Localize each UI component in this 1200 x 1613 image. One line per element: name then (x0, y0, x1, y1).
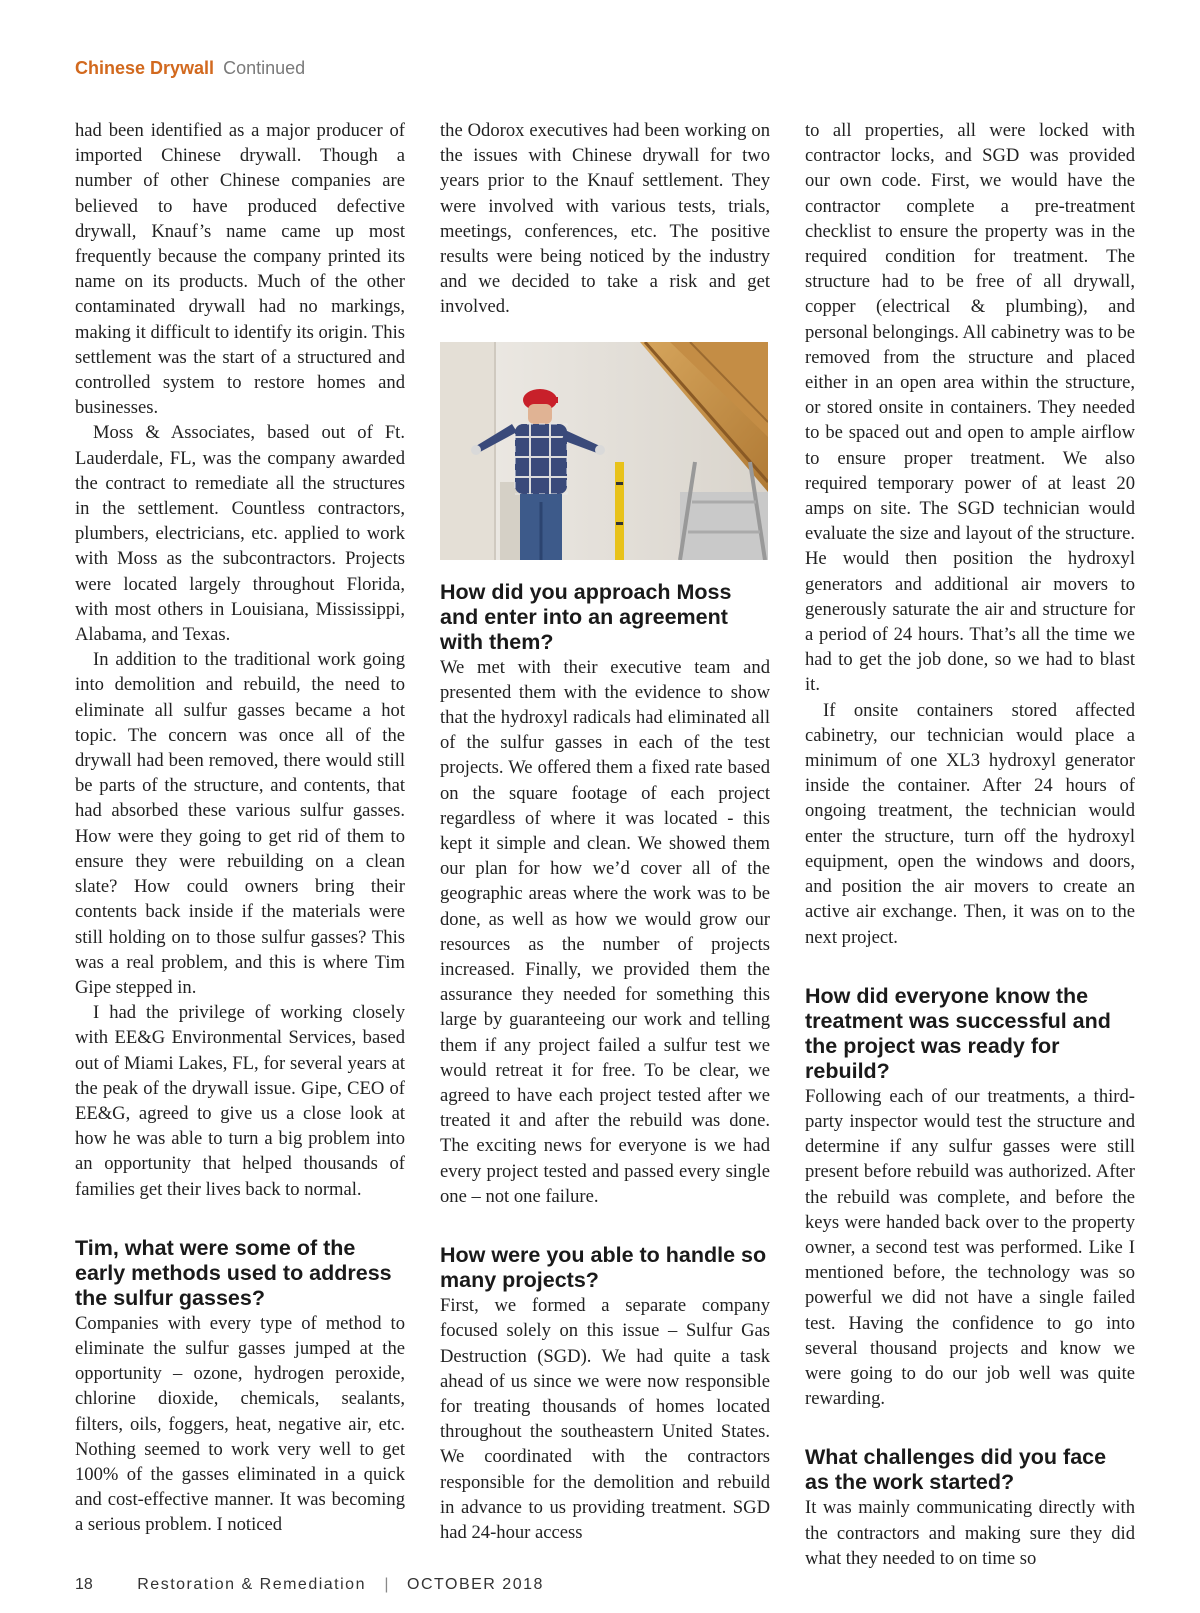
question-heading: How did everyone know the treatment was successful and the project was ready for rebuild? (805, 983, 1111, 1083)
paragraph: Following each of our treatments, a third-party inspector would test the structure and determine if any sulfur gasses were still present before rebuild was authorized. After the rebuild was complete, and before the keys were handed back over to the property owner, a second test was performed. Like I mentioned before, the technology was so powerful we did not have a single failed test. Having the confidence to go into several thousand projects and know we were going to do our job well was quite rewarding. (805, 1085, 1135, 1410)
paragraph: I had the privilege of working closely with EE&G Environmental Services, based out of Miami Lakes, FL, for several years at the peak of the drywall issue. Gipe, CEO of EE&G, agreed to give us a close look at how he was able to turn a big problem into an opportunity that helped thousands of families get their lives back to normal. (75, 1002, 405, 1200)
question-heading: What challenges did you face as the work started? (805, 1445, 1107, 1495)
issue-date: OCTOBER 2018 (407, 1576, 544, 1593)
paragraph: had been identified as a major producer of imported Chinese drywall. Though a number of other Chinese companies are believed to have produced defective drywall, Knauf’s name came up most frequently because the company printed its name on its products. Much of the other contaminated drywall had no markings, making it difficult to identify its origin. This settlement was the start of a structured and controlled system to restore homes and businesses. (75, 120, 405, 419)
paragraph: Moss & Associates, based out of Ft. Lauderdale, FL, was the company awarded the contract to remediate all the structures in the settlement. Countless contractors, plumbers, electricians, etc. applied to work with Moss as the subcontractors. Projects were located largely throughout Florida, with most others in Louisiana, Mississippi, Alabama, and Texas. (75, 422, 405, 646)
continued-label: Continued (223, 58, 306, 78)
paragraph: the Odorox executives had been working on the issues with Chinese drywall for two years prior to the Knauf settlement. They were involved with various tests, trials, meetings, conferences, etc. The positive results were being noticed by the industry and we decided to take a risk and get involved. (440, 120, 770, 318)
running-header (75, 58, 305, 79)
paragraph: First, we formed a separate company focused solely on this issue – Sulfur Gas Destruction (SGD). We had quite a task ahead of us since we were now responsible for treating thousands of homes located throughout the southeastern United States. We coordinated with the contractors responsible for the demolition and rebuild in advance to us providing treatment. SGD had 24-hour access (440, 1295, 770, 1543)
footer-separator: | (384, 1576, 389, 1593)
article-column-1 (75, 118, 405, 1538)
paragraph: to all properties, all were locked with contractor locks, and SGD was provided our own code. First, we would have the contractor complete a pre-treatment checklist to ensure the property was in the required condition for treatment. The structure had to be free of all drywall, copper (electrical & plumbing), and personal belongings. All cabinetry was to be removed from the structure and placed either in an open area within the structure, or stored onsite in containers. They needed to be spaced out and open to ample airflow to ensure proper treatment. We also required temporary power of at least 20 amps on site. The SGD technician would evaluate the size and layout of the structure. He would then position the hydroxyl generators and additional air movers to generously saturate the air and structure for a period of 24 hours. That’s all the time we had to get the job done, so we had to blast it. (805, 120, 1135, 696)
paragraph: It was mainly communicating directly with the contractors and making sure they did what they needed to on time so (805, 1497, 1135, 1569)
question-heading: How did you approach Moss and enter into an agreement with them? (440, 579, 732, 654)
paragraph: We met with their executive team and presented them with the evidence to show that the hydroxyl radicals had eliminated all of the sulfur gasses in each of the test projects. We offered them a fixed rate based on the square footage of each project regardless of where it was located - this kept it simple and clean. We showed them our plan for how we’d cover all of the geographic areas where the work was to be done, as well as how we would grow our resources as the number of projects increased. Finally, we provided them the assurance they needed for something this large by guaranteeing our work and telling them if any project failed a sulfur test we would retreat it for free. To be clear, we agreed to have each project tested after we treated it and after the rebuild was done. The exciting news for everyone is we had every project tested and passed every single one – not one failure. (440, 656, 770, 1207)
page-number: 18 (75, 1576, 93, 1593)
paragraph: If onsite containers stored affected cabinetry, our technician would place a minimum of one XL3 hydroxyl generator inside the container. After 24 hours of ongoing treatment, the technician would enter the structure, turn off the hydroxyl equipment, open the windows and doors, and position the air movers to create an active air exchange. Then, it was on to the next project. (805, 699, 1135, 948)
photo-illustration (440, 342, 768, 560)
section-title: Chinese Drywall (75, 58, 215, 78)
magazine-name: Restoration & Remediation (137, 1576, 366, 1593)
worker-installing-drywall-photo (440, 342, 768, 560)
question-heading: How were you able to handle so many projects? (440, 1243, 767, 1293)
paragraph: Companies with every type of method to eliminate the sulfur gasses jumped at the opportunity – ozone, hydrogen peroxide, chlorine dioxide, chemicals, sealants, filters, oils, foggers, heat, negative air, etc. Nothing seemed to work very well to get 100% of the gasses eliminated in a quick and cost-effective manner. It was becoming a serious problem. I noticed (75, 1312, 405, 1536)
page-footer (75, 1576, 544, 1594)
article-column-2 (440, 118, 770, 1545)
question-heading: Tim, what were some of the early methods used to address the sulfur gasses? (75, 1235, 392, 1310)
paragraph: In addition to the traditional work going into demolition and rebuild, the need to eliminate all sulfur gasses became a hot topic. The concern was once all of the drywall had been removed, there would still be parts of the structure, and contents, that had absorbed these various sulfur gasses. How were they going to get rid of them to ensure they were rebuilding on a clean slate? How could owners bring their contents back inside if the materials were still holding on to those sulfur gasses? This was a real problem, and this is where Tim Gipe stepped in. (75, 649, 405, 998)
article-column-3 (805, 118, 1135, 1571)
